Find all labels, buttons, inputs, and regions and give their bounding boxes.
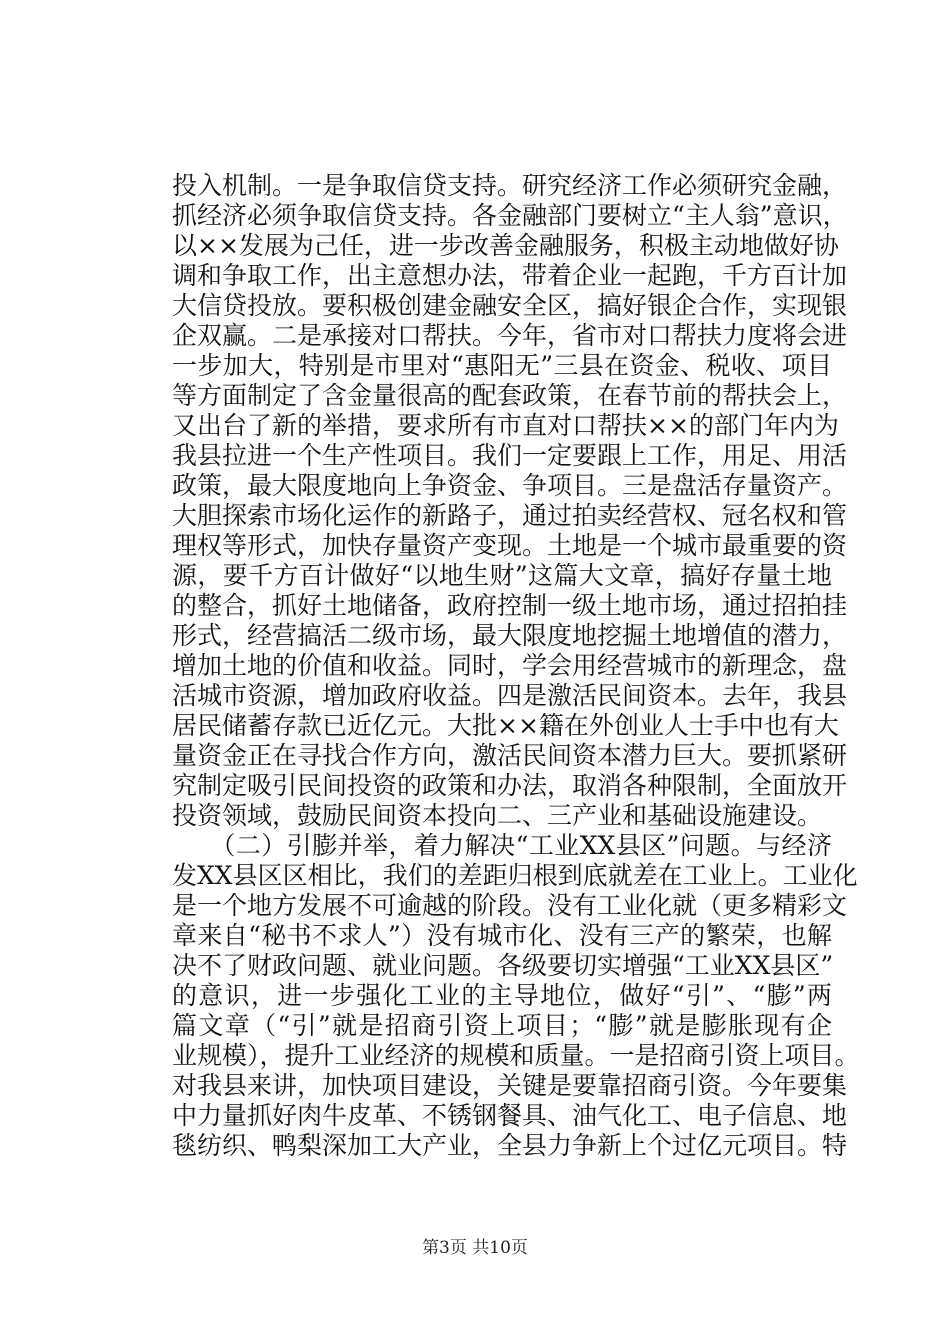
text-line: 理权等形式，加快存量资产变现。土地是一个城市最重要的资 xyxy=(172,531,848,560)
body-text xyxy=(172,171,860,1161)
text-line: 的整合，抓好土地储备，政府控制一级土地市场，通过招拍挂 xyxy=(172,591,848,620)
text-line: 政策，最大限度地向上争资金、争项目。三是盘活存量资产。 xyxy=(172,471,848,500)
text-line: 中力量抓好肉牛皮革、不锈钢餐具、油气化工、电子信息、地 xyxy=(172,1101,848,1130)
text-line: 以××发展为己任，进一步改善金融服务，积极主动地做好协 xyxy=(172,231,839,260)
text-line: 调和争取工作，出主意想办法，带着企业一起跑，千方百计加 xyxy=(172,261,848,290)
text-line: 大信贷投放。要积极创建金融安全区，搞好银企合作，实现银 xyxy=(172,291,848,320)
text-line: 活城市资源，增加政府收益。四是激活民间资本。去年，我县 xyxy=(172,681,848,710)
text-line: 源，要千方百计做好“以地生财”这篇大文章，搞好存量土地 xyxy=(172,561,832,590)
text-line: 投资领域，鼓励民间资本投向二、三产业和基础设施建设。 xyxy=(172,801,823,830)
text-line: 篇文章（“引”就是招商引资上项目；“膨”就是膨胀现有企 xyxy=(172,1011,832,1040)
page-footer: 第3页 共10页 xyxy=(422,1238,528,1258)
text-line: 居民储蓄存款已近亿元。大批××籍在外创业人士手中也有大 xyxy=(172,711,839,740)
text-line: 业规模），提升工业经济的规模和质量。一是招商引资上项目。 xyxy=(172,1041,860,1070)
text-line: 增加土地的价值和收益。同时，学会用经营城市的新理念，盘 xyxy=(172,651,848,680)
text-line: （二）引膨并举，着力解决“工业XX县区”问题。与经济 xyxy=(172,831,832,860)
text-line: 我县拉进一个生产性项目。我们一定要跟上工作，用足、用活 xyxy=(172,441,848,470)
text-line: 一步加大，特别是市里对“惠阳无”三县在资金、税收、项目 xyxy=(172,351,832,380)
text-line: 等方面制定了含金量很高的配套政策，在春节前的帮扶会上， xyxy=(172,381,848,410)
text-line: 对我县来讲，加快项目建设，关键是要靠招商引资。今年要集 xyxy=(172,1071,848,1100)
text-line: 大胆探索市场化运作的新路子，通过拍卖经营权、冠名权和管 xyxy=(172,501,848,530)
text-line: 决不了财政问题、就业问题。各级要切实增强“工业XX县区” xyxy=(172,951,834,980)
text-line: 投入机制。一是争取信贷支持。研究经济工作必须研究金融， xyxy=(172,171,848,200)
text-line: 毯纺织、鸭梨深加工大产业，全县力争新上个过亿元项目。特 xyxy=(172,1131,848,1160)
text-line: 究制定吸引民间投资的政策和办法，取消各种限制，全面放开 xyxy=(172,771,848,800)
text-line: 是一个地方发展不可逾越的阶段。没有工业化就（更多精彩文 xyxy=(172,891,848,920)
text-line: 企双赢。二是承接对口帮扶。今年，省市对口帮扶力度将会进 xyxy=(172,321,848,350)
text-line: 抓经济必须争取信贷支持。各金融部门要树立“主人翁”意识， xyxy=(172,201,848,230)
text-line: 的意识，进一步强化工业的主导地位，做好“引”、“膨”两 xyxy=(172,981,832,1010)
text-line: 量资金正在寻找合作方向，激活民间资本潜力巨大。要抓紧研 xyxy=(172,741,848,770)
text-line: 形式，经营搞活二级市场，最大限度地挖掘土地增值的潜力， xyxy=(172,621,848,650)
text-line: 又出台了新的举措，要求所有市直对口帮扶××的部门年内为 xyxy=(172,411,839,440)
text-line: 发XX县区区相比，我们的差距归根到底就差在工业上。工业化 xyxy=(172,861,858,890)
text-line: 章来自“秘书不求人”）没有城市化、没有三产的繁荣，也解 xyxy=(172,921,832,950)
